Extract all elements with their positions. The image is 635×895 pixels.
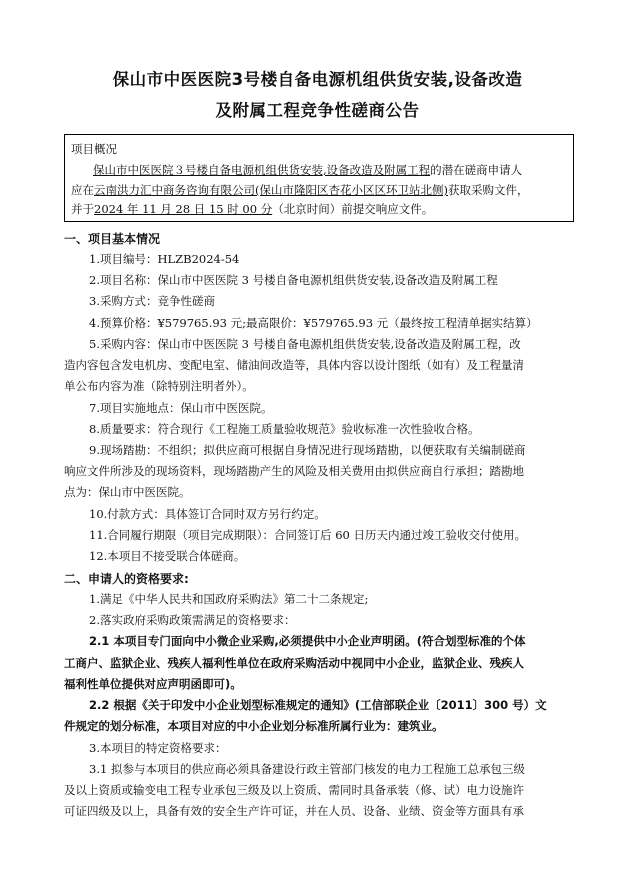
overview-line-3 bbox=[71, 199, 433, 220]
req-2-2-line-1: 2.2 根据《关于印发中小企业划型标准规定的通知》(工信部联企业〔2011〕300 号）文 bbox=[89, 698, 547, 712]
item-4: 4.预算价格：¥579765.93 元;最高限价：¥579765.93 元（最终按工程清单据实结算） bbox=[89, 316, 538, 330]
item-1: 1.项目编号：HLZB2024-54 bbox=[89, 252, 240, 266]
item-9-line-2: 响应文件所涉及的现场资料，现场踏勘产生的风险及相关费用由拟供应商自行承担；踏勘地 bbox=[64, 464, 524, 478]
overview-line-1 bbox=[93, 160, 522, 181]
req-2-1-line-3: 福利性单位提供对应声明函即可)。 bbox=[64, 677, 242, 691]
item-10: 10.付款方式：具体签订合同时双方另行约定。 bbox=[89, 507, 326, 521]
req-2-1-line-2: 工商户、监狱企业、残疾人福利性单位在政府采购活动中视同中小企业，监狱企业、残疾人 bbox=[64, 656, 524, 670]
req-3: 3.本项目的特定资格要求： bbox=[89, 741, 227, 755]
req-2-2-line-2: 件规定的划分标准，本项目对应的中小企业划分标准所属行业为：建筑业。 bbox=[64, 719, 444, 733]
item-12: 12.本项目不接受联合体磋商。 bbox=[89, 549, 246, 563]
item-9-line-1: 9.现场踏勘：不组织；拟供应商可根据自身情况进行现场踏勘，以便获取有关编制磋商 bbox=[89, 443, 526, 457]
item-2: 2.项目名称：保山市中医医院 3 号楼自备电源机组供货安装,设备改造及附属工程 bbox=[89, 273, 498, 287]
section-1-heading: 一、项目基本情况 bbox=[64, 232, 161, 246]
overview-text: 获取采购文件， bbox=[447, 183, 529, 197]
overview-text: （北京时间）前提交响应文件。 bbox=[272, 202, 434, 216]
req-3-1-line-3: 可证四级及以上，具备有效的安全生产许可证，并在人员、设备、业绩、资金等方面具有承 bbox=[64, 804, 524, 818]
overview-line-2 bbox=[71, 180, 528, 201]
overview-text: 应在 bbox=[71, 183, 94, 197]
item-11: 11.合同履行期限（项目完成期限）：合同签订后 60 日历天内通过竣工验收交付使用。 bbox=[89, 528, 526, 542]
item-8: 8.质量要求：符合现行《工程施工质量验收规范》验收标准一次性验收合格。 bbox=[89, 422, 480, 436]
deadline-underlined: 2024 年 11 月 28 日 15 时 00 分 bbox=[94, 202, 273, 216]
overview-text: 的潜在磋商申请人 bbox=[430, 163, 523, 177]
overview-heading: 项目概况 bbox=[71, 142, 117, 156]
req-1: 1.满足《中华人民共和国政府采购法》第二十二条规定; bbox=[89, 592, 369, 606]
req-2: 2.落实政府采购政策需满足的资格要求： bbox=[89, 613, 296, 627]
item-7: 7.项目实施地点：保山市中医医院。 bbox=[89, 401, 273, 415]
req-3-1-line-1: 3.1 拟参与本项目的供应商必须具备建设行政主管部门核发的电力工程施工总承包三级 bbox=[89, 762, 525, 776]
item-5-line-3: 单公布内容为准（除特别注明者外）。 bbox=[64, 379, 254, 393]
title-line-1: 保山市中医医院3号楼自备电源机组供货安装,设备改造 bbox=[112, 70, 523, 89]
req-3-1-line-2: 及以上资质或输变电工程专业承包三级及以上资质、需同时具备承装（修、试）电力设施许 bbox=[64, 783, 524, 797]
item-3: 3.采购方式：竞争性磋商 bbox=[89, 294, 215, 308]
section-2-heading: 二、申请人的资格要求: bbox=[64, 572, 189, 586]
project-name-underlined: 保山市中医医院３号楼自备电源机组供货安装,设备改造及附属工程 bbox=[93, 163, 431, 177]
agency-name-underlined: 云南洪力汇中商务咨询有限公司(保山市隆阳区杏花小区区环卫站北侧) bbox=[94, 183, 448, 197]
project-overview-box bbox=[64, 134, 574, 222]
title-line-2: 及附属工程竞争性磋商公告 bbox=[215, 101, 420, 120]
overview-text: 并于 bbox=[71, 202, 94, 216]
item-9-line-3: 点为：保山市中医医院。 bbox=[64, 485, 191, 499]
req-2-1-line-1: 2.1 本项目专门面向中小微企业采购,必须提供中小企业声明函。(符合划型标准的个体 bbox=[89, 634, 526, 648]
item-5-line-1: 5.采购内容：保山市中医医院 3 号楼自备电源机组供货安装,设备改造及附属工程，改 bbox=[89, 337, 521, 351]
item-5-line-2: 造内容包含发电机房、变配电室、储油间改造等，具体内容以设计图纸（如有）及工程量清 bbox=[64, 358, 524, 372]
